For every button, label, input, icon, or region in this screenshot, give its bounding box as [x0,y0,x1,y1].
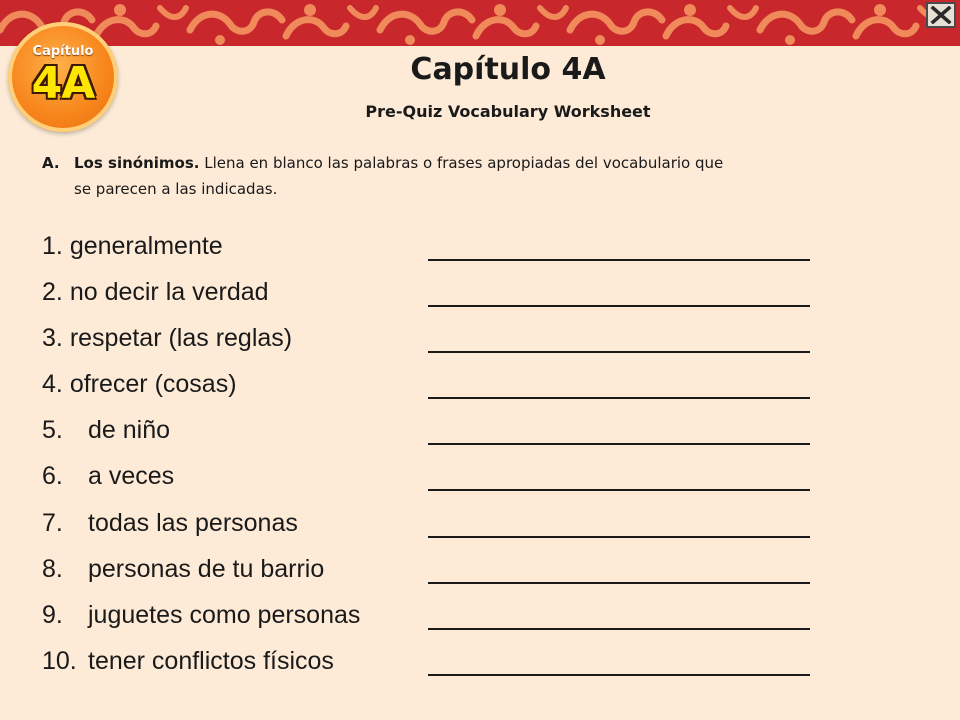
item-number: 10. [42,646,77,675]
item-number: 3. [42,324,63,353]
item-text: generalmente [69,232,223,260]
list-item [42,320,842,366]
answer-blank[interactable] [428,259,810,261]
answer-blank[interactable] [428,536,810,538]
item-number: 9. [42,600,63,629]
list-item [42,412,842,458]
list-item [42,551,842,597]
vocabulary-list [42,228,842,689]
item-number: 4. [42,370,63,399]
list-item [42,366,842,412]
item-text: ofrecer (cosas) [69,370,237,399]
answer-blank[interactable] [428,305,810,307]
answer-blank[interactable] [428,351,810,353]
page-subtitle: Pre-Quiz Vocabulary Worksheet [365,102,651,121]
instructions-text-line1: Llena en blanco las palabras o frases apropiadas del vocabulario que [204,154,724,172]
answer-blank[interactable] [428,397,810,399]
answer-blank[interactable] [428,443,810,445]
chapter-badge [8,22,118,132]
list-item [42,643,842,689]
item-number: 6. [42,462,63,491]
instructions-letter: A. [42,154,60,172]
instructions-heading: Los sinónimos. [74,154,200,172]
badge-label: Capítulo [32,44,94,59]
item-text: todas las personas [88,508,298,537]
answer-blank[interactable] [428,582,810,584]
badge-chapter-number: 4A [31,58,95,109]
list-item [42,228,842,274]
item-text: a veces [88,462,175,491]
item-text: de niño [88,416,171,445]
page-title: Capítulo 4A [410,52,606,87]
close-x-icon [930,6,952,24]
item-number: 7. [42,508,63,537]
close-button[interactable] [926,2,956,28]
instructions-text-line2: se parecen a las indicadas. [74,180,278,198]
item-text: no decir la verdad [69,278,269,307]
item-number: 1. [42,232,63,260]
item-number: 2. [42,278,63,307]
answer-blank[interactable] [428,628,810,630]
item-number: 8. [42,554,63,583]
instructions [42,150,912,202]
answer-blank[interactable] [428,489,810,491]
item-text: personas de tu barrio [88,554,325,583]
answer-blank[interactable] [428,674,810,676]
list-item [42,458,842,504]
item-text: juguetes como personas [88,600,361,629]
banner-pattern [0,0,960,46]
list-item [42,505,842,551]
list-item [42,274,842,320]
item-number: 5. [42,416,63,445]
item-text: respetar (las reglas) [69,324,293,353]
item-text: tener conflictos físicos [88,646,334,675]
decorative-banner [0,0,960,46]
list-item [42,597,842,643]
